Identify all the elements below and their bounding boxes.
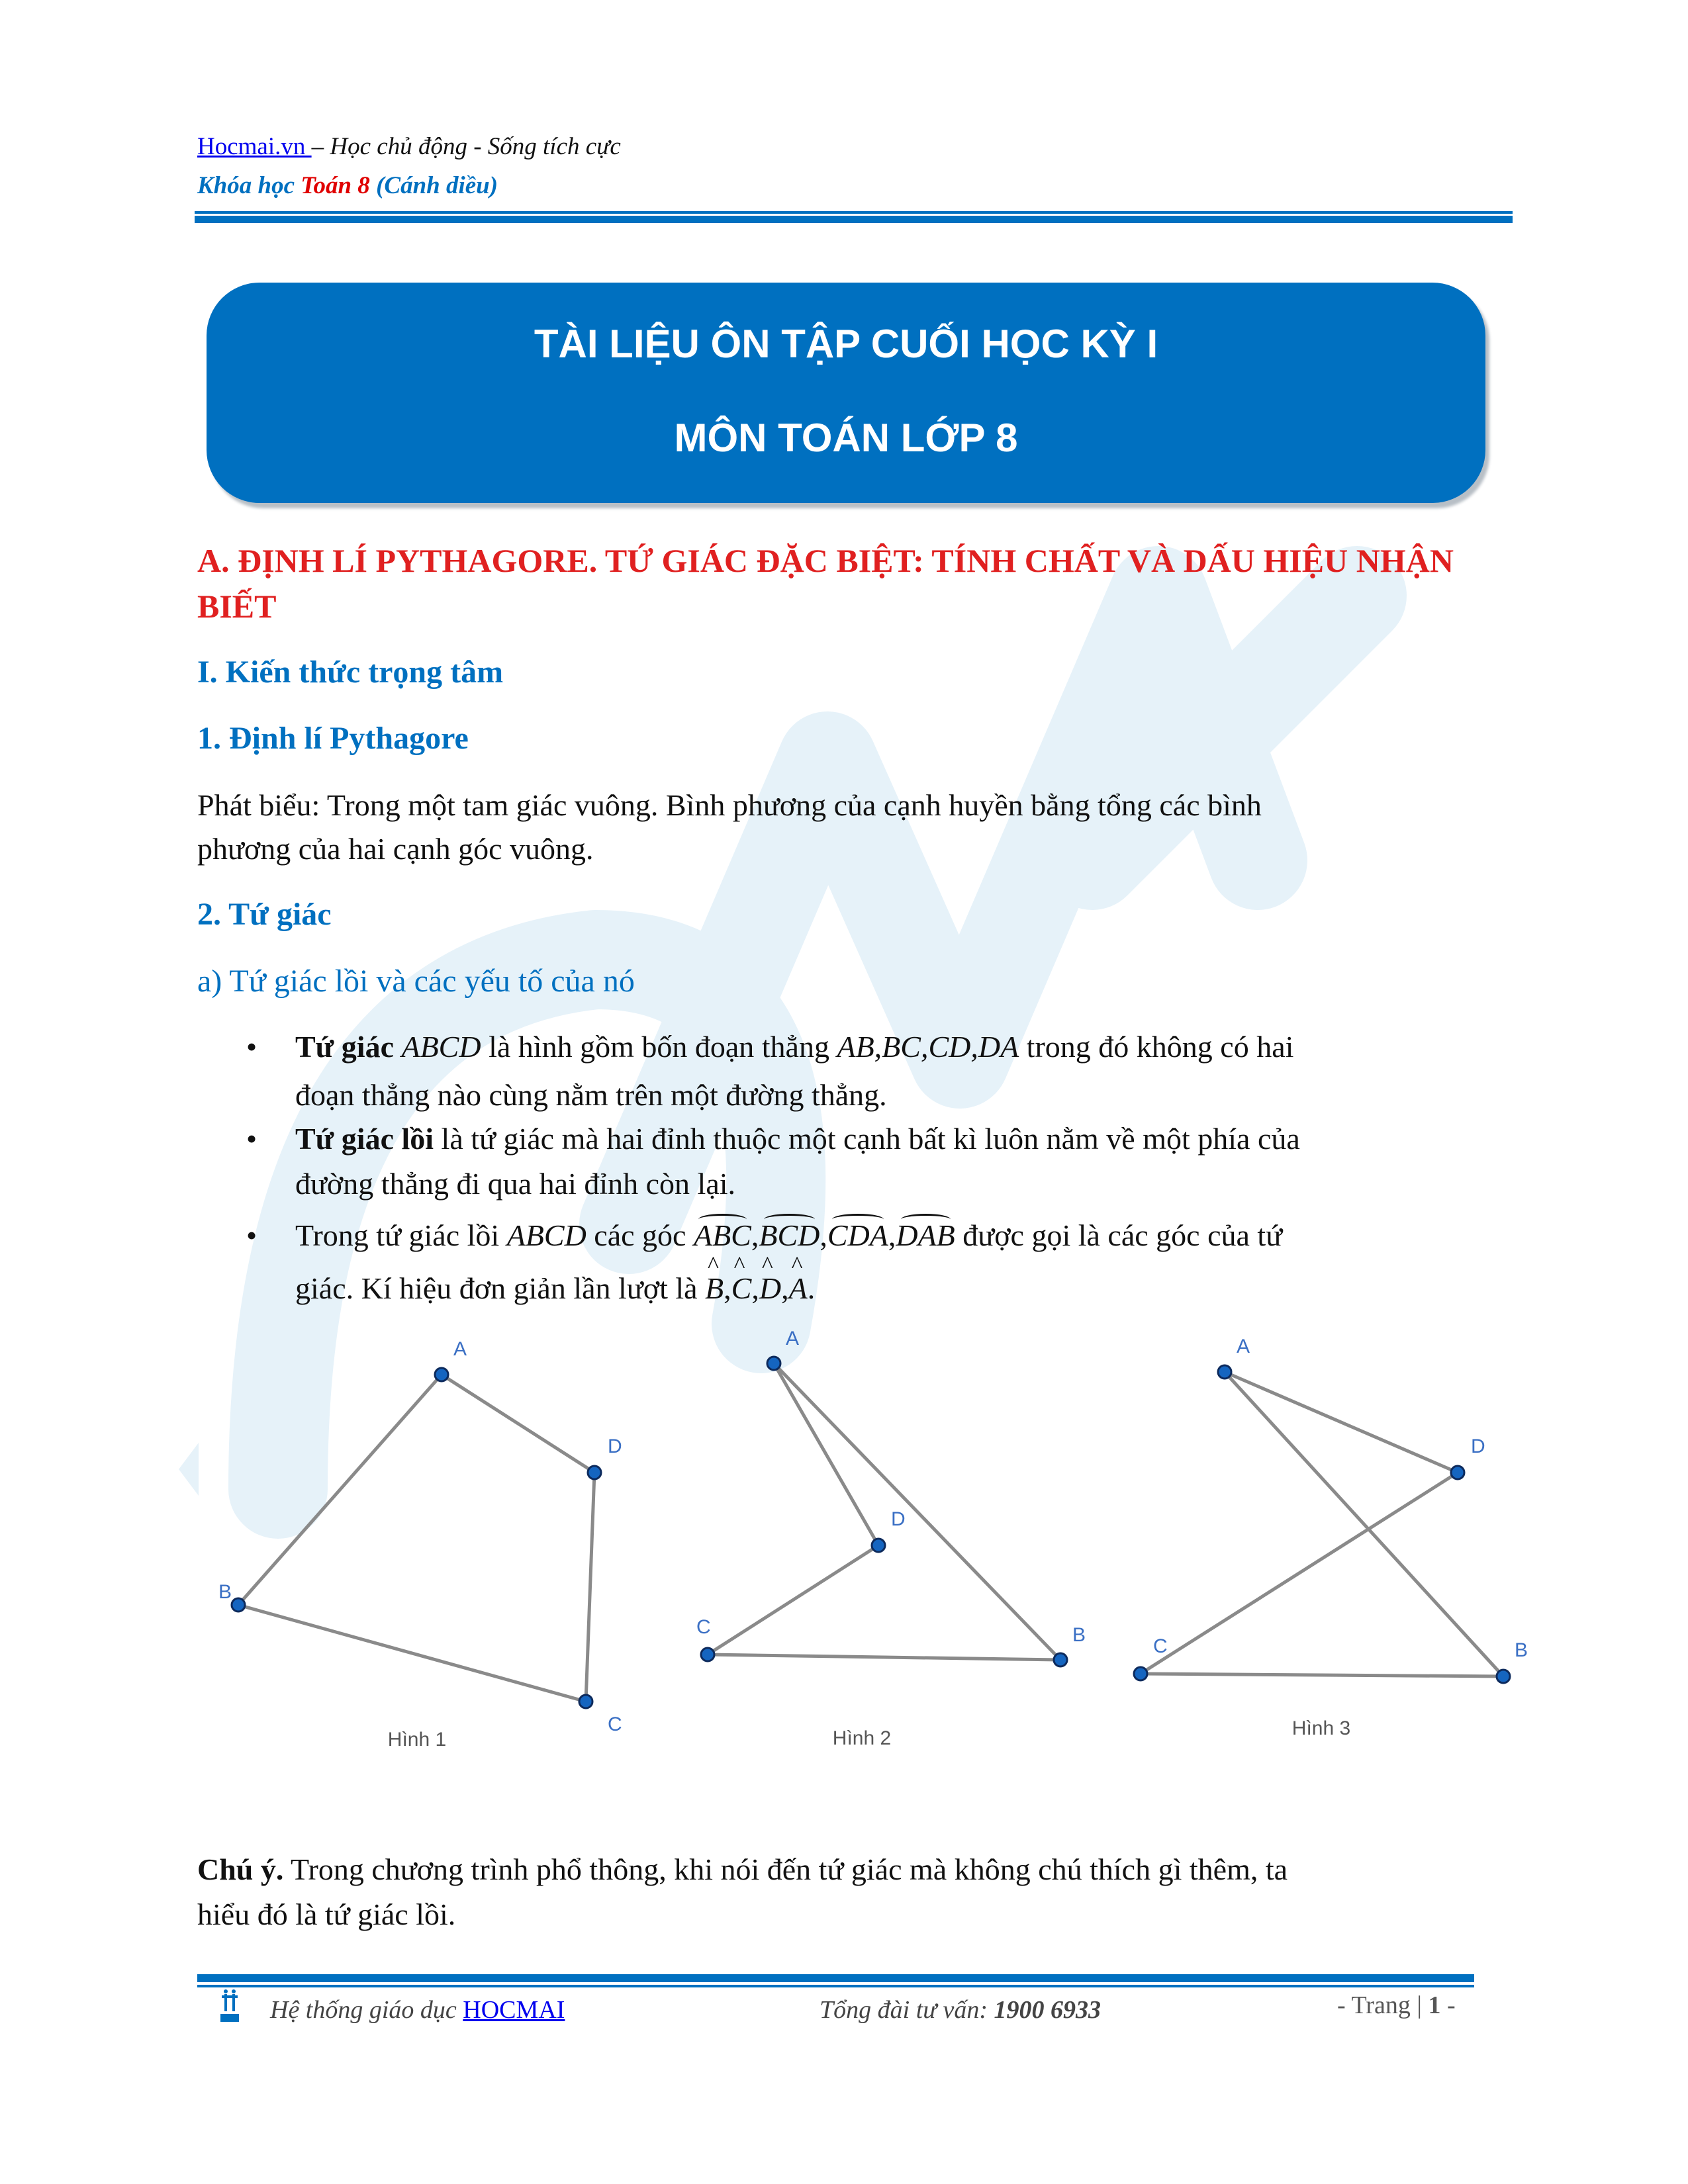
vertex-label-D: D [1471, 1435, 1485, 1457]
vertex-A [435, 1368, 448, 1381]
header-slogan [197, 132, 621, 161]
bullet-icon: • [246, 1030, 258, 1064]
angle-short: ^ B [705, 1271, 724, 1306]
angle-short: ^ C [731, 1271, 752, 1306]
vertex-B [232, 1598, 245, 1612]
vertex-B [1054, 1653, 1067, 1666]
note [197, 1852, 1288, 1887]
text: giác. Kí hiệu đơn giản lần lượt là [295, 1271, 706, 1305]
vertex-label-C: C [696, 1616, 711, 1638]
footer-rule-thick [197, 1974, 1474, 1982]
edge-BC [708, 1655, 1060, 1660]
hocmai-link[interactable]: HOCMAI [463, 1996, 565, 2024]
course-name: Toán 8 [301, 172, 370, 199]
bullet-icon: • [246, 1218, 258, 1252]
hotline-label: Tổng đài tư vấn: [820, 1996, 994, 2024]
bullet-item-cont: giác. Kí hiệu đơn giản lần lượt là ^ B,^ C,^ D,^ A. [295, 1271, 815, 1306]
bullet-item-cont: đoạn thẳng nào cùng nằm trên một đường thẳng. [295, 1078, 887, 1112]
footer-system [270, 1995, 565, 2025]
vertex-D [1451, 1466, 1464, 1479]
title-banner [207, 283, 1485, 503]
vertex-label-A: A [1237, 1336, 1250, 1357]
text: là hình gồm bốn đoạn thẳng [481, 1030, 837, 1064]
figure-caption: Hình 1 [387, 1729, 447, 1751]
vertex-label-C: C [1153, 1635, 1168, 1657]
bullet-item [295, 1029, 1293, 1064]
vertex-C [579, 1695, 592, 1708]
site-link[interactable]: Hocmai.vn [197, 133, 312, 160]
bullet-item: Trong tứ giác lồi ABCD các góc ABC,BCD,CDA,DAB được gọi là các góc của tứ [295, 1218, 1283, 1252]
vertex-label-A: A [453, 1338, 467, 1360]
angle: CDA [827, 1218, 888, 1252]
page-suffix: - [1440, 1991, 1456, 2019]
vertex-D [588, 1466, 601, 1479]
note-cont: hiểu đó là tứ giác lồi. [197, 1897, 456, 1931]
hocmai-logo-icon [220, 1987, 239, 2023]
page-number-value: 1 [1428, 1991, 1441, 2019]
term: Tứ giác lồi [295, 1122, 434, 1156]
bullet-item [295, 1121, 1300, 1156]
vertex-label-B: B [218, 1581, 232, 1603]
section-a-heading-cont: BIẾT [197, 588, 277, 625]
vertex-label-A: A [786, 1328, 800, 1349]
edge-DA [1225, 1372, 1458, 1473]
text: các góc [586, 1218, 694, 1252]
note-text: Trong chương trình phổ thông, khi nói đến tứ giác mà không chú thích gì thêm, ta [283, 1852, 1288, 1886]
course-prefix: Khóa học [197, 172, 301, 199]
edge-BC [1141, 1674, 1503, 1676]
bullet-item-cont: đường thẳng đi qua hai đỉnh còn lại. [295, 1167, 736, 1201]
angle: ABC [693, 1218, 751, 1252]
vertex-label-D: D [608, 1435, 622, 1457]
vertex-label-B: B [1515, 1639, 1528, 1661]
edge-AD [442, 1375, 594, 1473]
bullet-icon: • [246, 1122, 258, 1156]
figure-caption: Hình 2 [832, 1727, 892, 1749]
footer-rule-thin [197, 1985, 1474, 1987]
slogan-text: – Học chủ động - Sống tích cực [311, 133, 621, 160]
vertex-B [1497, 1670, 1510, 1683]
text: trong đó không có hai [1019, 1030, 1294, 1064]
edge-AB [1225, 1372, 1503, 1676]
term: Tứ giác [295, 1030, 394, 1064]
angle-short: ^ A [789, 1271, 808, 1306]
math: ABCD [506, 1218, 586, 1252]
note-label: Chú ý. [197, 1852, 284, 1886]
part-heading: I. Kiến thức trọng tâm [197, 655, 504, 690]
text: được gọi là các góc của tứ [955, 1218, 1283, 1252]
vertex-label-D: D [891, 1508, 906, 1530]
vertex-label-B: B [1072, 1624, 1086, 1646]
hotline-number: 1900 6933 [994, 1996, 1101, 2024]
math: ABCD [401, 1030, 481, 1064]
edge-CB [238, 1605, 586, 1702]
edge-CD [708, 1545, 878, 1655]
vertex-A [767, 1357, 780, 1370]
edge-AB [774, 1363, 1060, 1660]
figure-caption: Hình 3 [1291, 1717, 1351, 1739]
course-title [197, 171, 498, 200]
vertex-label-C: C [608, 1713, 622, 1735]
subheading-pythagore: 1. Định lí Pythagore [197, 721, 469, 756]
footer-hotline [820, 1995, 1101, 2025]
course-suffix: (Cánh diều) [369, 172, 498, 199]
page-number [1337, 1991, 1456, 2020]
vertex-C [701, 1648, 714, 1661]
section-a-heading: A. ĐỊNH LÍ PYTHAGORE. TỨ GIÁC ĐẶC BIỆT: TÍNH CHẤT VÀ DẤU HIỆU NHẬN [197, 542, 1454, 579]
banner-title-line2: MÔN TOÁN LỚP 8 [674, 416, 1018, 460]
text: Trong tứ giác lồi [295, 1218, 507, 1252]
text: là tứ giác mà hai đỉnh thuộc một cạnh bất kì luôn nằm về một phía của [434, 1122, 1300, 1156]
angle: DAB [896, 1218, 955, 1252]
page-prefix: - Trang | [1337, 1991, 1429, 2019]
vertex-D [872, 1539, 885, 1552]
edge-DC [586, 1473, 594, 1702]
paragraph-line: phương của hai cạnh góc vuông. [197, 832, 594, 866]
vertex-A [1218, 1365, 1231, 1379]
vertex-C [1134, 1667, 1147, 1680]
banner-title-line1: TÀI LIỆU ÔN TẬP CUỐI HỌC KỲ I [534, 322, 1158, 366]
angle-short: ^ D [759, 1271, 781, 1306]
math: AB,BC,CD,DA [837, 1030, 1019, 1064]
subheading-tu-giac: 2. Tứ giác [197, 897, 332, 932]
edge-BA [238, 1375, 442, 1605]
angle: BCD [759, 1218, 820, 1252]
paragraph-line: Phát biểu: Trong một tam giác vuông. Bình phương của cạnh huyền bằng tổng các bình [197, 788, 1262, 822]
footer-system-text: Hệ thống giáo dục [270, 1996, 463, 2024]
subheading-tu-giac-loi: a) Tứ giác lồi và các yếu tố của nó [197, 964, 635, 999]
